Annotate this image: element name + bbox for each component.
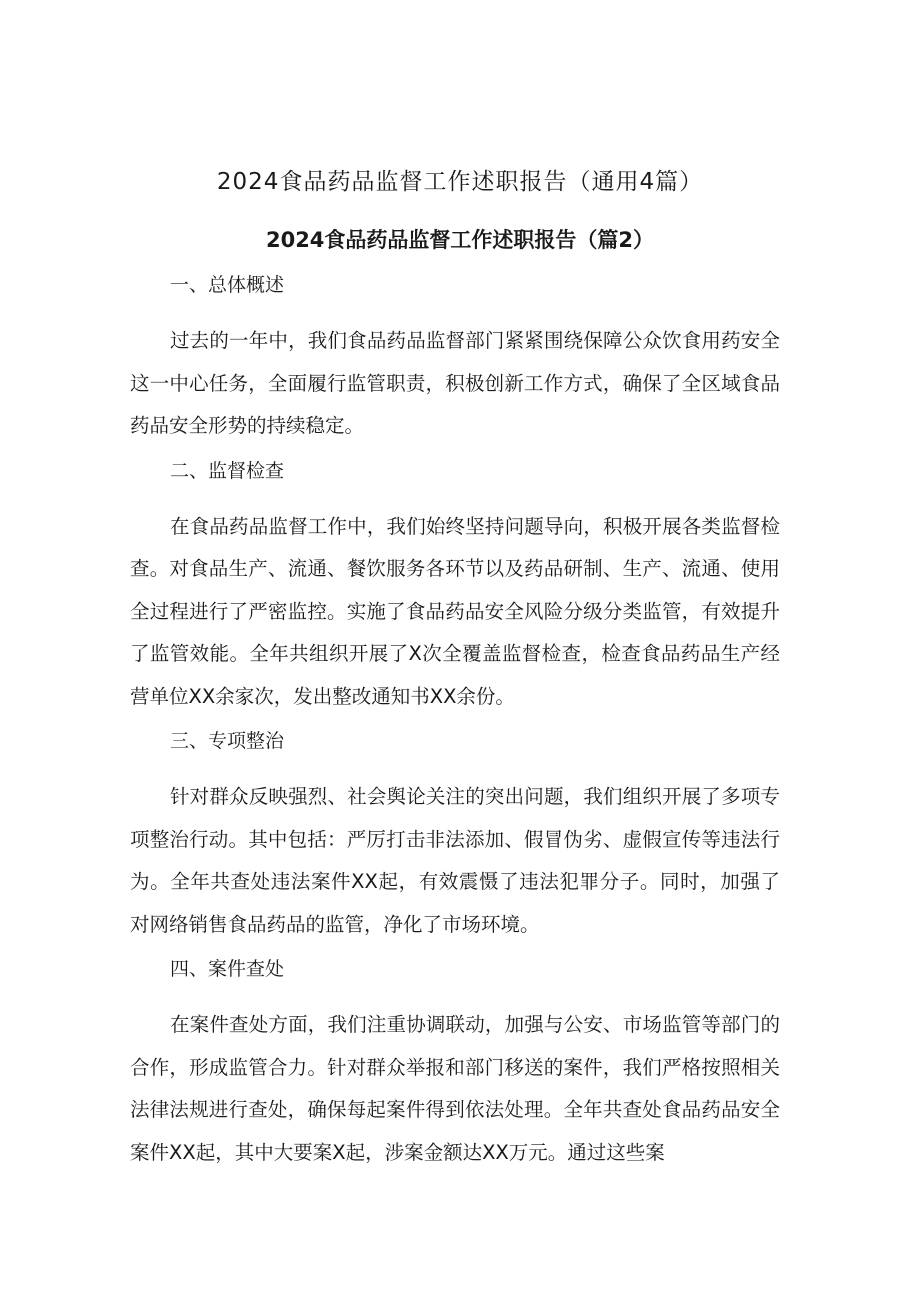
section-heading-case-handling: 四、案件查处 [170,958,285,980]
document-body [130,268,780,1180]
section-heading-overview: 一、总体概述 [170,274,285,296]
section-paragraph-overview: 过去的一年中，我们食品药品监督部门紧紧围绕保障公众饮食用药安全这一中心任务，全面履行监管职责，积极创新工作方式，确保了全区域食品药品安全形势的持续稳定。 [130,329,780,437]
section-paragraph-inspection: 在食品药品监督工作中，我们始终坚持问题导向，积极开展各类监督检查。对食品生产、流通、餐饮服务各环节以及药品研制、生产、流通、使用全过程进行了严密监控。实施了食品药品安全风险分级分类监管，有效提升了监管效能。全年共组织开展了X次全覆盖监督检查，检查食品药品生产经营单位XX余家次，发出整改通知书XX余份。 [130,514,780,708]
section-heading-special-rectification: 三、专项整治 [170,730,285,752]
document-title: 2024食品药品监督工作述职报告（通用4篇） [216,169,704,195]
section-heading-inspection: 二、监督检查 [170,459,285,482]
section-paragraph-case-handling: 在案件查处方面，我们注重协调联动，加强与公安、市场监管等部门的合作，形成监管合力。针对群众举报和部门移送的案件，我们严格按照相关法律法规进行查处，确保每起案件得到依法处理。全年共查处食品药品安全案件XX起，其中大要案X起，涉案金额达XX万元。通过这些案 [130,1013,780,1164]
document-subtitle: 2024食品药品监督工作述职报告（篇2） [265,228,655,252]
section-paragraph-special-rectification: 针对群众反映强烈、社会舆论关注的突出问题，我们组织开展了多项专项整治行动。其中包括：严厉打击非法添加、假冒伪劣、虚假宣传等违法行为。全年共查处违法案件XX起，有效震慑了违法犯罪分子。同时，加强了对网络销售食品药品的监管，净化了市场环境。 [130,785,780,936]
